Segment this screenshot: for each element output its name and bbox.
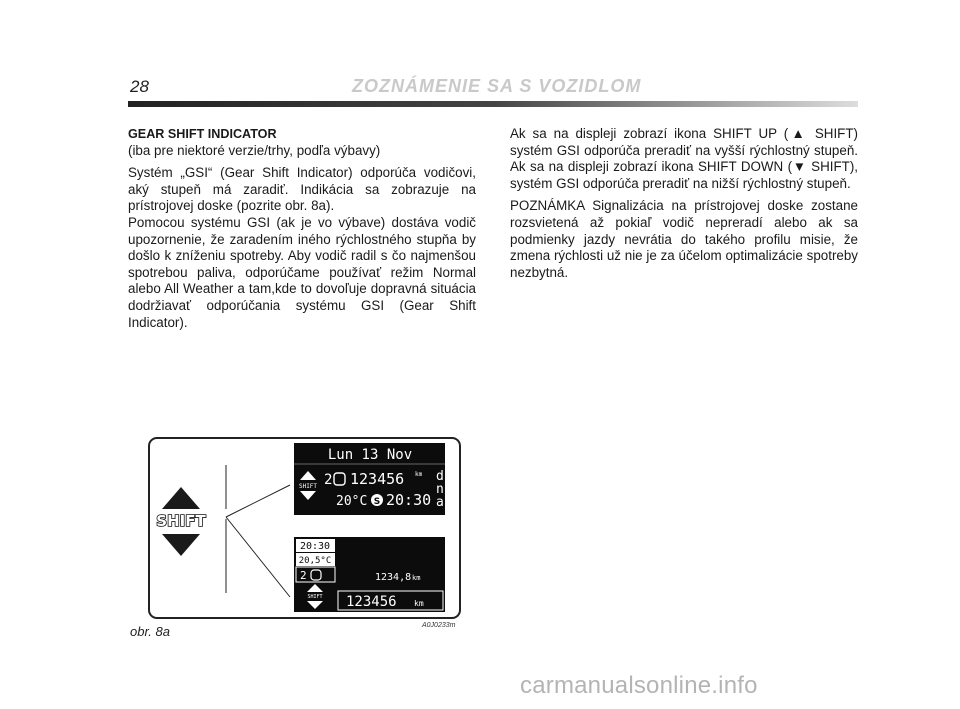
right-paragraph-2: POZNÁMKA Signalizácia na prístrojovej doske zostane rozsvietená až pokiaľ vodič nepreradí alebo ak sa podmienky jazdy nevrátia do takého profilu misie, že zmena rýchlosti už nie je za účelom optimalizácie spotreby nezbytná. (510, 198, 858, 280)
figure-8a (148, 437, 461, 619)
display-date: Lun 13 Nov (327, 447, 413, 463)
display-bottom-shift-label: SHIFT (307, 594, 323, 600)
mode-letter-n: n (436, 482, 444, 497)
display-odometer-unit: km (415, 471, 423, 478)
pointer-line (226, 517, 290, 597)
figure-code: A0J0233m (422, 622, 456, 629)
left-column (128, 126, 476, 337)
s-mode-icon-letter: S (373, 497, 381, 507)
display-bottom-temperature: 20,5°C (298, 556, 332, 566)
big-shift-label: SHIFT (156, 512, 206, 530)
right-column (510, 126, 858, 287)
left-paragraph-1: Systém „GSI“ (Gear Shift Indicator) odporúča vodičovi, aký stupeň má zaradiť. Indikácia sa zobrazuje na prístrojovej doske (pozrite obr. 8a). (128, 165, 476, 214)
section-heading: GEAR SHIFT INDICATOR (128, 127, 277, 141)
big-shift-down-icon (162, 534, 200, 556)
right-paragraph-1: Ak sa na displeji zobrazí ikona SHIFT UP (▲ SHIFT) systém GSI odporúča preradiť na vyšší rýchlostný stupeň. Ak sa na displeji zobrazí ikona SHIFT DOWN (▼ SHIFT), systém GSI odporúča preradiť na nižší rýchlostný stupeň. (510, 126, 858, 191)
header-rule (128, 101, 858, 107)
display-odometer: 123456 (350, 470, 405, 488)
big-shift-up-icon (162, 487, 200, 509)
section-subheading: (iba pre niektoré verzie/trhy, podľa výbavy) (128, 142, 381, 158)
page-number: 28 (130, 77, 149, 96)
watermark: carmanualsonline.info (520, 672, 758, 699)
left-paragraph-2: Pomocou systému GSI (ak je vo výbave) dostáva vodič upozornenie, že zaradením iného rýchlostného stupňa by došlo k zníženiu spotreby. Aby vodič radil s čo najmenšou spotrebou paliva, odporúčame používať režim Normal alebo All Weather a tam,kde to dovoľuje dopravná situácia dodržiavať odporúčania systému GSI (Gear Shift Indicator). (128, 214, 476, 330)
display-time: 20:30 (386, 491, 432, 509)
instrument-panel-illustration (150, 439, 459, 617)
display-trip-unit: km (412, 574, 421, 582)
page-title: ZOZNÁMENIE SA S VOZIDLOM (352, 76, 642, 96)
pointer-line (226, 485, 290, 517)
display-bottom-odometer-unit: km (414, 599, 424, 608)
figure-label: obr. 8a (130, 624, 170, 639)
display-bottom-time: 20:30 (299, 541, 331, 552)
display-top (294, 443, 445, 515)
mode-letter-d: d (436, 469, 444, 484)
display-shift-label: SHIFT (298, 483, 318, 490)
display-bottom (294, 537, 445, 612)
display-bottom-gear: 2 (300, 569, 307, 582)
display-bottom-odometer: 123456 (346, 594, 397, 610)
display-gear: 2 (324, 472, 333, 488)
display-temperature: 20°C (336, 494, 368, 509)
mode-letter-a: a (436, 495, 444, 510)
display-trip: 1234,8 (375, 572, 412, 583)
